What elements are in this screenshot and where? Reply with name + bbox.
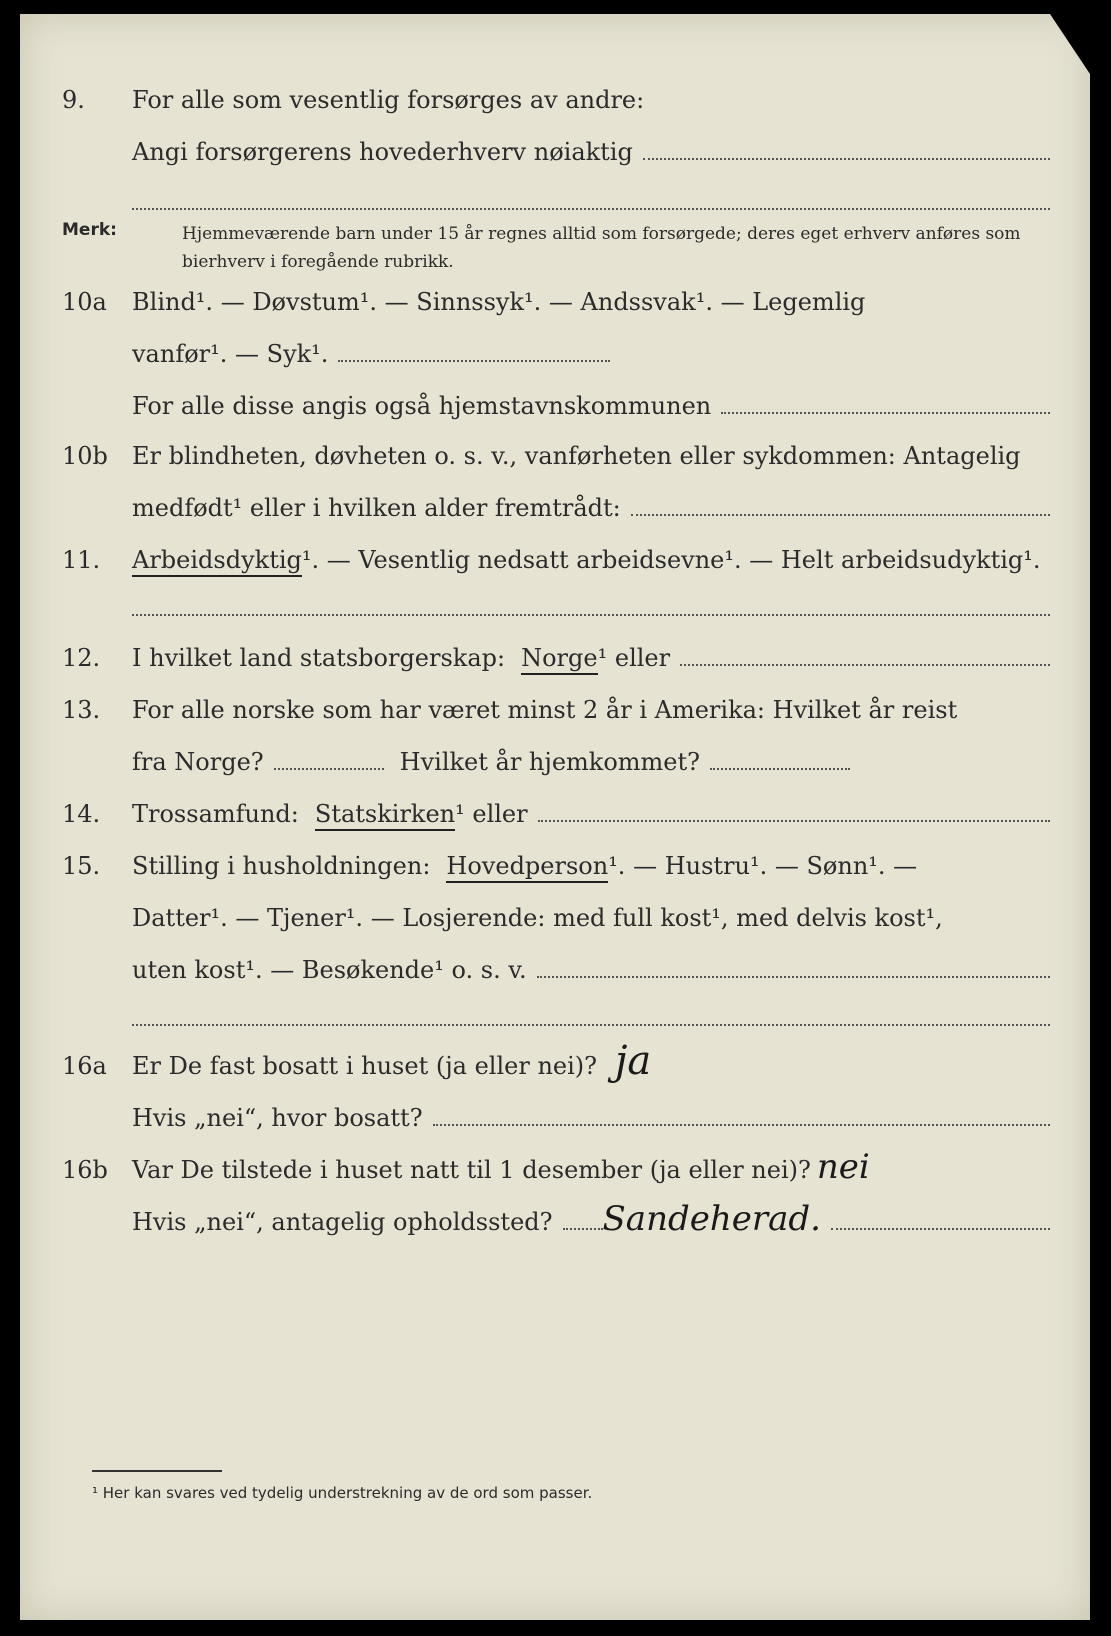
question-text: For alle som vesentlig forsørges av andre: [132, 86, 645, 114]
question-text: Blind¹. — Døvstum¹. — Sinnssyk¹. — Andssvak¹. — Legemlig [132, 288, 866, 316]
question-number: 12. [62, 644, 101, 672]
question-number: 16a [62, 1052, 107, 1080]
handwritten-answer[interactable]: nei [816, 1147, 870, 1187]
question-text: ¹. — Vesentlig nedsatt arbeidsevne¹. — Helt arbeidsudyktig¹. [301, 546, 1041, 574]
answer-line[interactable] [338, 360, 610, 362]
option-arbeidsdyktig[interactable]: Arbeidsdyktig [132, 546, 302, 577]
handwritten-answer[interactable]: Sandeherad. [602, 1199, 821, 1239]
question-text: Var De tilstede i huset natt til 1 desember (ja eller nei)? [132, 1156, 811, 1184]
answer-line[interactable] [721, 412, 1050, 414]
answer-line[interactable] [433, 1124, 1050, 1126]
footnote: ¹ Her kan svares ved tydelig understrekning av de ord som passer. [92, 1484, 593, 1502]
answer-line[interactable] [274, 768, 384, 770]
question-text: ¹. — Hustru¹. — Sønn¹. — [608, 852, 918, 880]
note-text: Hjemmeværende barn under 15 år regnes alltid som forsørgede; deres eget erhverv anføres som bierhverv i foregående rubrikk. [182, 224, 1021, 272]
question-text: fra Norge? [132, 748, 264, 776]
handwritten-answer[interactable]: ja [615, 1038, 652, 1084]
question-text: ¹ eller [597, 644, 671, 672]
question-text: Hvilket år hjemkommet? [399, 748, 701, 776]
question-text: Trossamfund: [132, 800, 299, 828]
answer-line[interactable] [831, 1228, 1050, 1230]
answer-line[interactable] [538, 820, 1050, 822]
question-text: Er blindheten, døvheten o. s. v., vanførheten eller sykdommen: Antagelig [132, 442, 1021, 470]
answer-line[interactable] [132, 614, 1050, 616]
footnote-rule [92, 1470, 222, 1472]
census-form-page [20, 14, 1090, 1620]
question-number: 14. [62, 800, 101, 828]
question-number: 10a [62, 288, 107, 316]
answer-line[interactable] [537, 976, 1050, 978]
answer-line[interactable] [710, 768, 850, 770]
question-text: For alle disse angis også hjemstavnskommunen [132, 392, 712, 420]
question-text: Datter¹. — Tjener¹. — Losjerende: med full kost¹, med delvis kost¹, [132, 904, 943, 932]
question-text: Er De fast bosatt i huset (ja eller nei)? [132, 1052, 598, 1080]
question-text: medfødt¹ eller i hvilken alder fremtrådt: [132, 494, 621, 522]
option-hovedperson[interactable]: Hovedperson [446, 852, 608, 883]
option-norge[interactable]: Norge [521, 644, 598, 675]
answer-line[interactable] [643, 158, 1050, 160]
option-statskirken[interactable]: Statskirken [315, 800, 455, 831]
question-number: 11. [62, 546, 101, 574]
answer-line[interactable] [132, 208, 1050, 210]
answer-line[interactable] [563, 1228, 603, 1230]
answer-line[interactable] [132, 1024, 1050, 1026]
question-number: 16b [62, 1156, 108, 1184]
question-text: ¹ eller [455, 800, 528, 828]
question-text: Stilling i husholdningen: [132, 852, 431, 880]
question-number: 15. [62, 852, 101, 880]
question-text: uten kost¹. — Besøkende¹ o. s. v. [132, 956, 527, 984]
answer-line[interactable] [631, 514, 1050, 516]
question-number: 10b [62, 442, 108, 470]
question-text: vanfør¹. — Syk¹. [132, 340, 329, 368]
question-text: Angi forsørgerens hovederhverv nøiaktig [132, 138, 633, 166]
question-text: For alle norske som har været minst 2 år i Amerika: Hvilket år reist [132, 696, 958, 724]
question-text: Hvis „nei“, antagelig opholdssted? [132, 1208, 553, 1236]
answer-line[interactable] [680, 664, 1050, 666]
question-number: 9. [62, 86, 85, 114]
question-text: Hvis „nei“, hvor bosatt? [132, 1104, 423, 1132]
question-number: 13. [62, 696, 101, 724]
question-text: I hvilket land statsborgerskap: [132, 644, 506, 672]
folded-corner [1050, 14, 1090, 74]
note-label: Merk: [62, 220, 117, 240]
